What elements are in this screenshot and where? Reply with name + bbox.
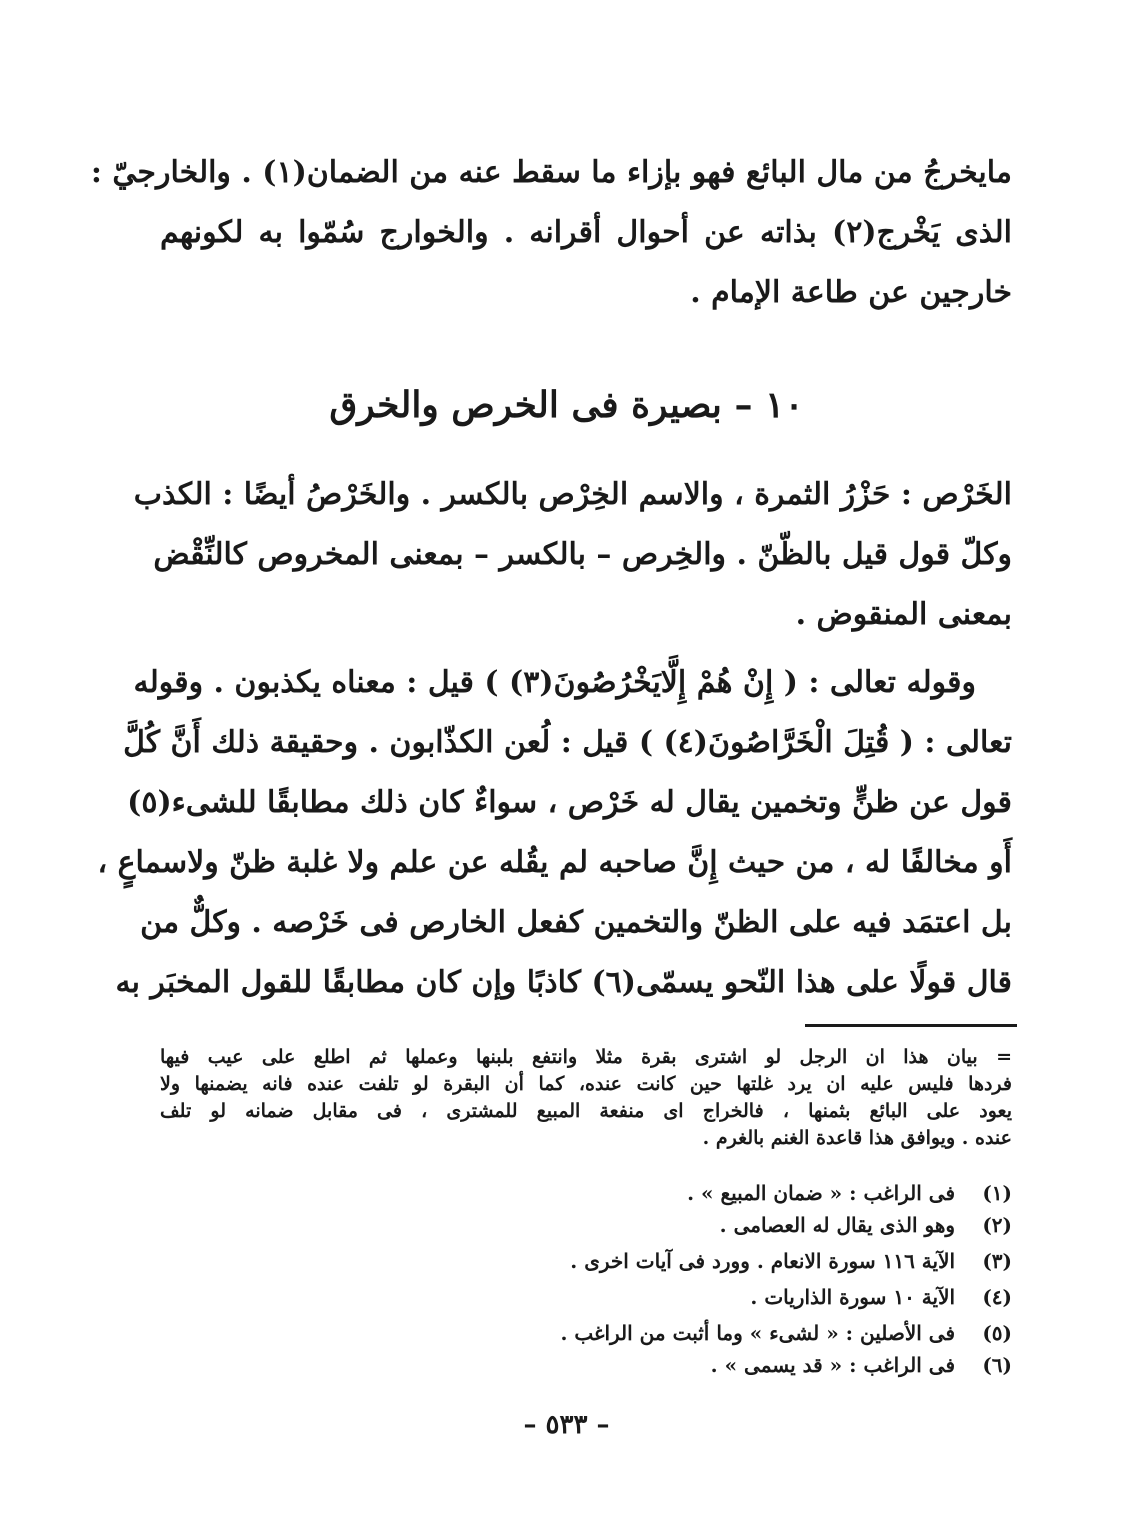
footnote-number: (٥): [982, 1321, 1012, 1345]
footnote-1: [160, 1178, 1012, 1208]
footnote-text: فى الراغب : « ضمان المبيع » .: [687, 1181, 956, 1205]
footnote-text: الآية ١١٦ سورة الانعام . وورد فى آيات اخرى .: [570, 1249, 956, 1273]
paragraph-khars-definition: [133, 465, 1012, 645]
footnote-3: [160, 1246, 1012, 1276]
footnote-text: فى الأصلين : « لشىء » وما أثبت من الراغب .: [560, 1321, 956, 1345]
text-line: تعالى : ( قُتِلَ الْخَرَّاصُونَ(٤) ) قيل : لُعن الكذّابون . وحقيقة ذلك أَنَّ كُلَّ: [123, 725, 1012, 760]
footnote-number: (٦): [982, 1353, 1012, 1377]
text-line: بمعنى المنقوض .: [795, 597, 1012, 632]
footnote-line: فردها فليس عليه ان يرد غلتها حين كانت عنده، كما أن البقرة لو تلفت عنده فانه يضمنها ولا: [160, 1073, 1012, 1095]
paragraph-quran-verses: [97, 653, 1012, 1013]
footnote-4: [160, 1282, 1012, 1312]
footnote-text: وهو الذى يقال له العصامى .: [719, 1213, 956, 1237]
footnote-number: (٢): [982, 1213, 1012, 1237]
footnote-number: (١): [982, 1181, 1012, 1205]
text-line: مايخرجُ من مال البائع فهو بإزاء ما سقط عنه من الضمان(١) . والخارجيّ :: [90, 155, 1012, 190]
footnote-line: عنده . ويوافق هذا قاعدة الغنم بالغرم .: [702, 1127, 1012, 1149]
page-number: – ٥٣٣ –: [523, 1410, 610, 1440]
footnote-text: الآية ١٠ سورة الذاريات .: [750, 1285, 956, 1309]
footnote-line: يعود على البائع بثمنها ، فالخراج اى منفعة المبيع للمشترى ، فى مقابل ضمانه لو تلف: [160, 1100, 1012, 1122]
text-line: قول عن ظنٍّ وتخمين يقال له خَرْص ، سواءٌ كان ذلك مطابقًا للشىء(٥): [127, 785, 1012, 820]
footnote-line: = بيان هذا ان الرجل لو اشترى بقرة مثلا وانتفع بلبنها وعملها ثم اطلع على عيب فيها: [160, 1046, 1012, 1068]
text-line: بل اعتمَد فيه على الظنّ والتخمين كفعل الخارص فى خَرْصه . وكلٌّ من: [140, 905, 1012, 940]
footnote-text: فى الراغب : « قد يسمى » .: [710, 1353, 956, 1377]
text-line: قال قولًا على هذا النّحو يسمّى(٦) كاذبًا وإن كان مطابقًا للقول المخبَر به: [115, 965, 1012, 1000]
text-line: الخَرْص : حَزْرُ الثمرة ، والاسم الخِرْص بالكسر . والخَرْصُ أيضًا : الكذب: [133, 477, 1012, 512]
text-line: وكلّ قول قيل بالظّنّ . والخِرص – بالكسر – بمعنى المخروص كالنِّقْض: [153, 537, 1012, 572]
section-title: ١٠ – بصيرة فى الخرص والخرق: [329, 384, 804, 426]
text-line: وقوله تعالى : ( إِنْ هُمْ إِلَّايَخْرُصُونَ(٣) ) قيل : معناه يكذبون . وقوله: [133, 665, 976, 700]
footnote-divider: [805, 1024, 1017, 1027]
footnote-continuation: [160, 1044, 1012, 1152]
text-line: خارجين عن طاعة الإمام .: [690, 275, 1012, 310]
paragraph-khuruj: [90, 143, 1012, 323]
footnote-number: (٤): [982, 1285, 1012, 1309]
footnote-number: (٣): [982, 1249, 1012, 1273]
text-line: الذى يَخْرج(٢) بذاته عن أحوال أقرانه . والخوارج سُمّوا به لكونهم: [160, 215, 1012, 250]
text-line: أَو مخالفًا له ، من حيث إِنَّ صاحبه لم يقُله عن علم ولا غلبة ظنّ ولاسماعٍ ،: [97, 845, 1012, 880]
footnote-5: [160, 1318, 1012, 1348]
footnote-6: [160, 1350, 1012, 1380]
footnote-2: [160, 1210, 1012, 1240]
